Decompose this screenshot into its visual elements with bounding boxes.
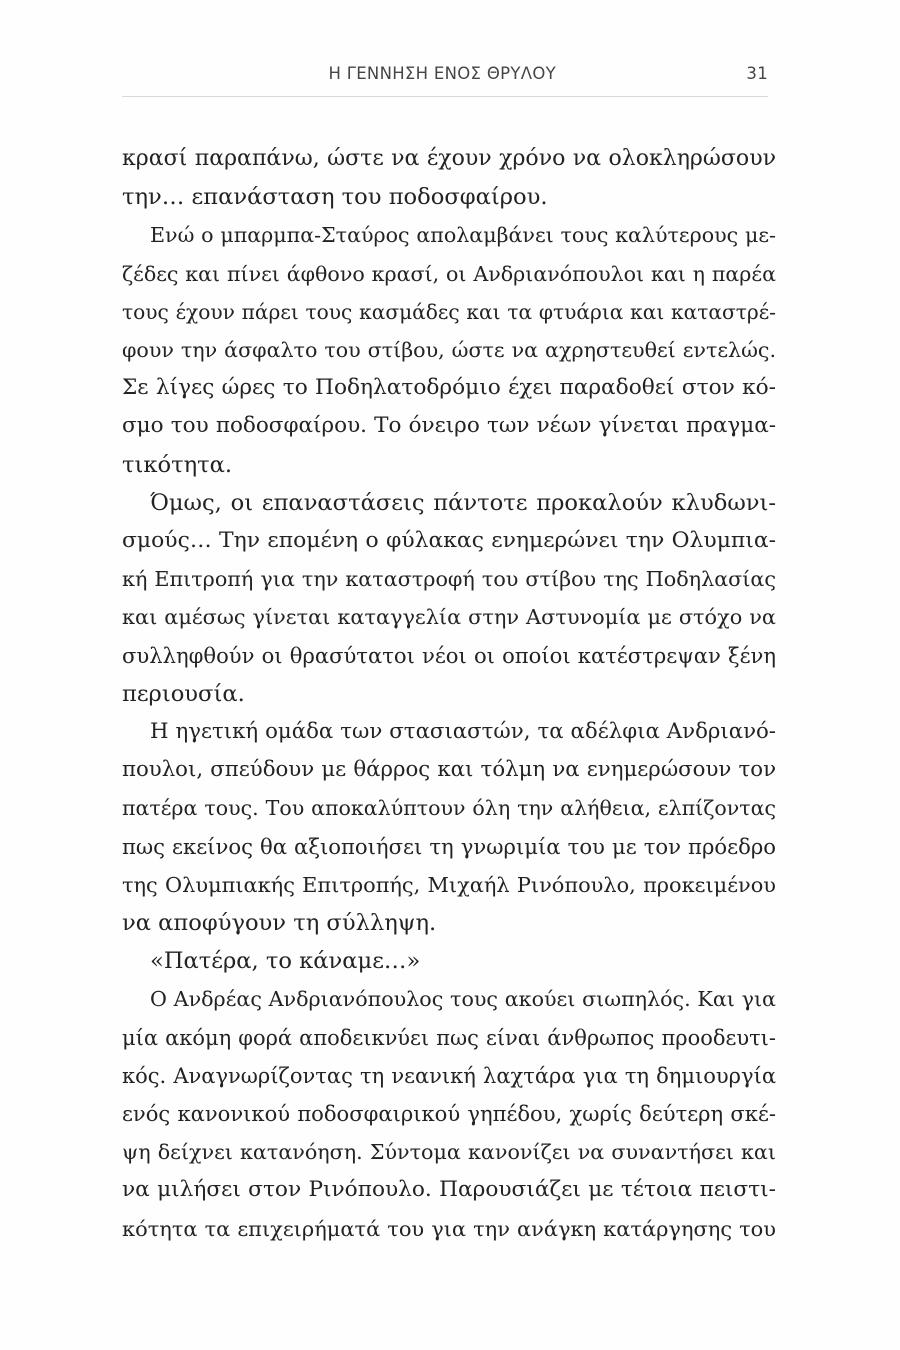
- text-line: Η ηγετική ομάδα των στασιαστών, τα αδέλφια Ανδριανό-: [150, 719, 776, 745]
- text-line: πως εκείνος θα αξιοποιήσει τη γνωριμία του με τον πρόεδρο: [122, 833, 776, 859]
- text-line: σμούς… Την επομένη ο φύλακας ενημερώνει την Ολυμπια-: [122, 528, 776, 554]
- text-line: κότητα τα επιχειρήματά του για την ανάγκη κατάργησης του: [122, 1216, 776, 1241]
- paragraph: [122, 484, 776, 713]
- text-line: πατέρα τους. Του αποκαλύπτουν όλη την αλήθεια, ελπίζοντας: [122, 796, 776, 821]
- text-line: τους έχουν πάρει τους κασμάδες και τα φτυάρια και καταστρέ-: [122, 299, 776, 324]
- text-line: μία ακόμη φορά αποδεικνύει πως είναι άνθρωπος προοδευτι-: [122, 1025, 776, 1050]
- text-line: ενός κανονικού ποδοσφαιρικού γηπέδου, χωρίς δεύτερη σκέ-: [122, 1101, 776, 1127]
- text-line: σμο του ποδοσφαίρου. Το όνειρο των νέων γίνεται πραγμα-: [122, 413, 776, 439]
- text-line: συλληφθούν οι θρασύτατοι νέοι οι οποίοι κατέστρεψαν ξένη: [122, 642, 776, 668]
- text-line: να μιλήσει στον Ρινόπουλο. Παρουσιάζει με τέτοια πειστι-: [122, 1177, 776, 1203]
- text-line: κός. Αναγνωρίζοντας τη νεανική λαχτάρα για τη δημιουργία: [122, 1062, 776, 1088]
- running-header: [122, 62, 768, 97]
- paragraph: [122, 216, 776, 483]
- chapter-title: Η ΓΕΝΝΗΣΗ ΕΝΟΣ ΘΡΥΛΟΥ: [328, 64, 556, 83]
- text-line: κρασί παραπάνω, ώστε να έχουν χρόνο να ολοκληρώσουν: [122, 146, 776, 171]
- text-line: της Ολυμπιακής Επιτροπής, Μιχαήλ Ρινόπουλο, προκειμένου: [122, 872, 776, 897]
- text-line: κή Επιτροπή για την καταστροφή του στίβου της Ποδηλασίας: [122, 567, 776, 592]
- paragraph: [122, 942, 776, 980]
- text-line: και αμέσως γίνεται καταγγελία στην Αστυνομία με στόχο να: [122, 605, 776, 630]
- text-line: ζέδες και πίνει άφθονο κρασί, οι Ανδριανόπουλοι και η παρέα: [122, 261, 776, 286]
- paragraph: [122, 980, 776, 1247]
- text-line: Ενώ ο μπαρμπα-Σταύρος απολαμβάνει τους καλύτερους με-: [150, 223, 776, 248]
- text-line: Ο Ανδρέας Ανδριανόπουλος τους ακούει σιωπηλός. Και για: [150, 987, 776, 1012]
- body-text: [122, 140, 776, 1248]
- text-line: Σε λίγες ώρες το Ποδηλατοδρόμιο έχει παραδοθεί στον κό-: [122, 375, 776, 401]
- text-line: «Πατέρα, το κάναμε…»: [150, 948, 421, 975]
- paragraph: [122, 140, 776, 216]
- text-line: πουλοι, σπεύδουν με θάρρος και τόλμη να ενημερώσουν τον: [122, 757, 776, 783]
- paragraph: [122, 713, 776, 942]
- text-line: ψη δείχνει κατανόηση. Σύντομα κανονίζει να συναντήσει και: [122, 1140, 776, 1165]
- page-number: 31: [746, 64, 768, 83]
- text-line: Όμως, οι επαναστάσεις πάντοτε προκαλούν κλυδωνι-: [150, 489, 776, 516]
- text-line: τικότητα.: [122, 451, 233, 478]
- text-line: να αποφύγουν τη σύλληψη.: [122, 910, 437, 937]
- text-line: φουν την άσφαλτο του στίβου, ώστε να αχρηστευθεί εντελώς.: [122, 338, 776, 363]
- text-line: την… επανάσταση του ποδοσφαίρου.: [122, 184, 548, 211]
- text-line: περιουσία.: [122, 680, 245, 707]
